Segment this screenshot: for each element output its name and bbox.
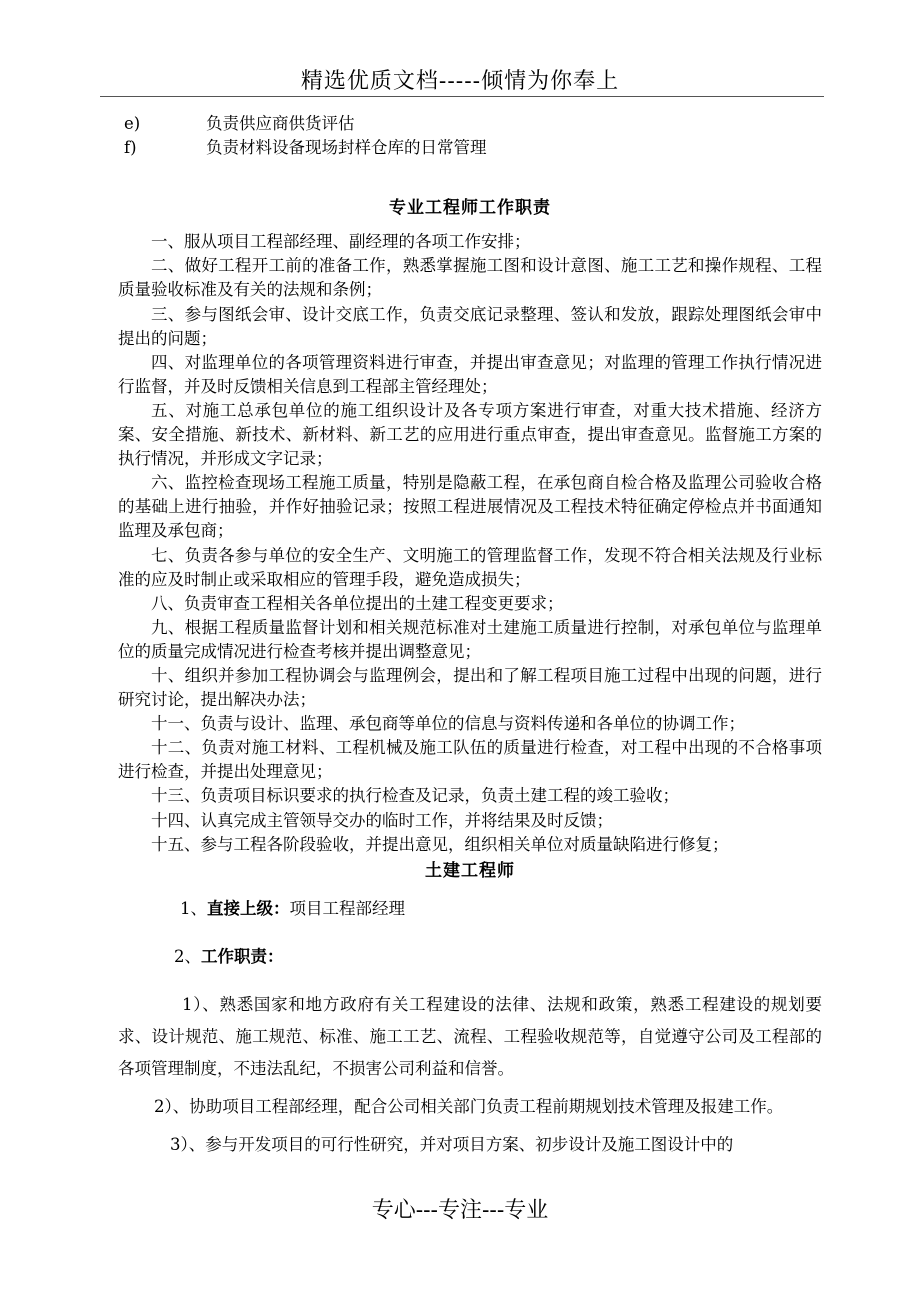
list-text: 负责材料设备现场封样仓库的日常管理 (206, 138, 487, 158)
list-marker: e) (124, 114, 141, 133)
duty-paragraph: 六、监控检查现场工程施工质量，特别是隐蔽工程，在承包商自检合格及监理公司验收合格的基础上进行抽验，并作好抽验记录；按照工程进展情况及工程技术特征确定停检点并书面通知监理及承包商； (118, 473, 822, 541)
duty-paragraph: 七、负责各参与单位的安全生产、文明施工的管理监督工作，发现不符合相关法规及行业标准的应及时制止或采取相应的管理手段，避免造成损失； (118, 545, 822, 589)
civil-duty-paragraph: 1）、熟悉国家和地方政府有关工程建设的法律、法规和政策，熟悉工程建设的规划要求、设计规范、施工规范、标准、施工工艺、流程、工程验收规范等，自觉遵守公司及工程部的各项管理制度，不违法乱纪，不损害公司利益和信誉。 (118, 995, 822, 1078)
duty-paragraph: 九、根据工程质量监督计划和相关规范标准对土建施工质量进行控制，对承包单位与监理单位的质量完成情况进行检查考核并提出调整意见； (118, 617, 822, 661)
duty-paragraph: 十、组织并参加工程协调会与监理例会，提出和了解工程项目施工过程中出现的问题，进行研究讨论，提出解决办法； (118, 665, 822, 710)
duties-heading (174, 945, 822, 969)
duty-paragraph: 三、参与图纸会审、设计交底工作，负责交底记录整理、签认和发放，跟踪处理图纸会审中提出的问题； (118, 304, 822, 348)
duties-number: 2、 (174, 946, 201, 966)
section-title: 土建工程师 (425, 860, 515, 881)
duties-label: 工作职责： (201, 946, 284, 966)
superior-label: 直接上级： (207, 898, 290, 918)
list-marker: f) (124, 138, 137, 158)
duty-paragraph: 十二、负责对施工材料、工程机械及施工队伍的质量进行检查，对工程中出现的不合格事项进行检查，并提出处理意见； (118, 738, 822, 782)
page-footer: 专心---专注---专业 (371, 1198, 549, 1223)
duty-paragraph: 八、负责审查工程相关各单位提出的土建工程变更要求； (151, 593, 564, 613)
civil-duty-paragraph: 3）、参与开发项目的可行性研究，并对项目方案、初步设计及施工图设计中的 (170, 1135, 734, 1154)
duty-paragraph: 二、做好工程开工前的准备工作，熟悉掌握施工图和设计意图、施工工艺和操作规程、工程质量验收标准及有关的法规和条例； (118, 256, 822, 300)
superior-value: 项目工程部经理 (289, 898, 405, 918)
duty-paragraph: 十四、认真完成主管领导交办的临时工作，并将结果及时反馈； (151, 810, 613, 830)
page-header: 精选优质文档-----倾情为你奉上 (300, 69, 620, 94)
superior-number: 1、 (180, 898, 207, 918)
list-item (74, 136, 822, 160)
duty-paragraph: 五、对施工总承包单位的施工组织设计及各专项方案进行审查，对重大技术措施、经济方案、安全措施、新技术、新材料、新工艺的应用进行重点审查，提出审查意见。监督施工方案的执行情况，并形成文字记录； (118, 400, 822, 469)
document-body (118, 112, 822, 1161)
list-item (74, 112, 822, 136)
civil-duty-paragraph: 2）、协助项目工程部经理，配合公司相关部门负责工程前期规划技术管理及报建工作。 (154, 1097, 784, 1116)
header-divider (100, 96, 824, 97)
duty-paragraph: 十一、负责与设计、监理、承包商等单位的信息与资料传递和各单位的协调工作； (151, 714, 745, 734)
duty-paragraph: 十五、参与工程各阶段验收，并提出意见，组织相关单位对质量缺陷进行修复； (151, 834, 729, 854)
duty-paragraph: 四、对监理单位的各项管理资料进行审查，并提出审查意见；对监理的管理工作执行情况进行监督，并及时反馈相关信息到工程部主管经理处； (118, 352, 822, 396)
duty-paragraph: 一、服从项目工程部经理、副经理的各项工作安排； (151, 232, 531, 252)
direct-superior (180, 897, 822, 921)
section-title: 专业工程师工作职责 (389, 198, 551, 219)
duty-paragraph: 十三、负责项目标识要求的执行检查及记录，负责土建工程的竣工验收； (151, 786, 679, 806)
list-text: 负责供应商供货评估 (206, 114, 355, 133)
